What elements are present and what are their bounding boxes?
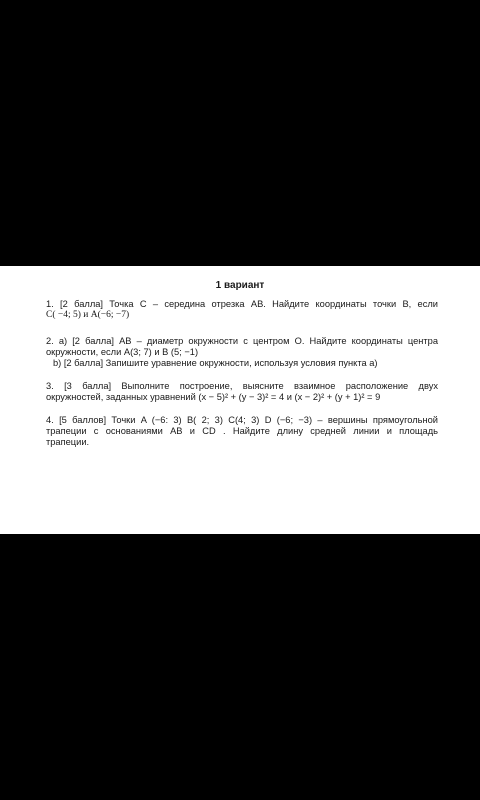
task-1 (46, 299, 438, 321)
task-2-line-3: b) [2 балла] Запишите уравнение окружности, используя условия пункта а) (53, 358, 378, 368)
task-4-line-1: 4. [5 баллов] Точки A (−6: 3) B( 2; 3) C(4; 3) D (−6; −3) – вершины прямоугольной (46, 415, 438, 425)
document-page (0, 266, 480, 534)
task-2 (46, 336, 438, 369)
task-3-line-1: 3. [3 балла] Выполните построение, выясните взаимное расположение двух (46, 381, 438, 391)
task-2-line-2: окружности, если A(3; 7) и B (5; −1) (46, 347, 199, 357)
task-4-line-3: трапеции. (46, 437, 90, 447)
task-4-line-2: трапеции с основаниями АВ и CD . Найдите длину средней линии и площадь (46, 426, 438, 436)
task-1-line-1: 1. [2 балла] Точка С – середина отрезка АВ. Найдите координаты точки В, если (46, 299, 438, 309)
task-4 (46, 415, 438, 448)
task-3 (46, 381, 438, 403)
task-1-line-2: С( −4; 5) и A(−6; −7) (46, 310, 130, 320)
task-3-line-2: окружностей, заданных уравнений (x − 5)² + (y − 3)² = 4 и (x − 2)² + (y + 1)² = 9 (46, 392, 381, 402)
variant-title: 1 вариант (215, 280, 265, 291)
task-2-line-1: 2. а) [2 балла] АВ – диаметр окружности с центром О. Найдите координаты центра (46, 336, 438, 346)
